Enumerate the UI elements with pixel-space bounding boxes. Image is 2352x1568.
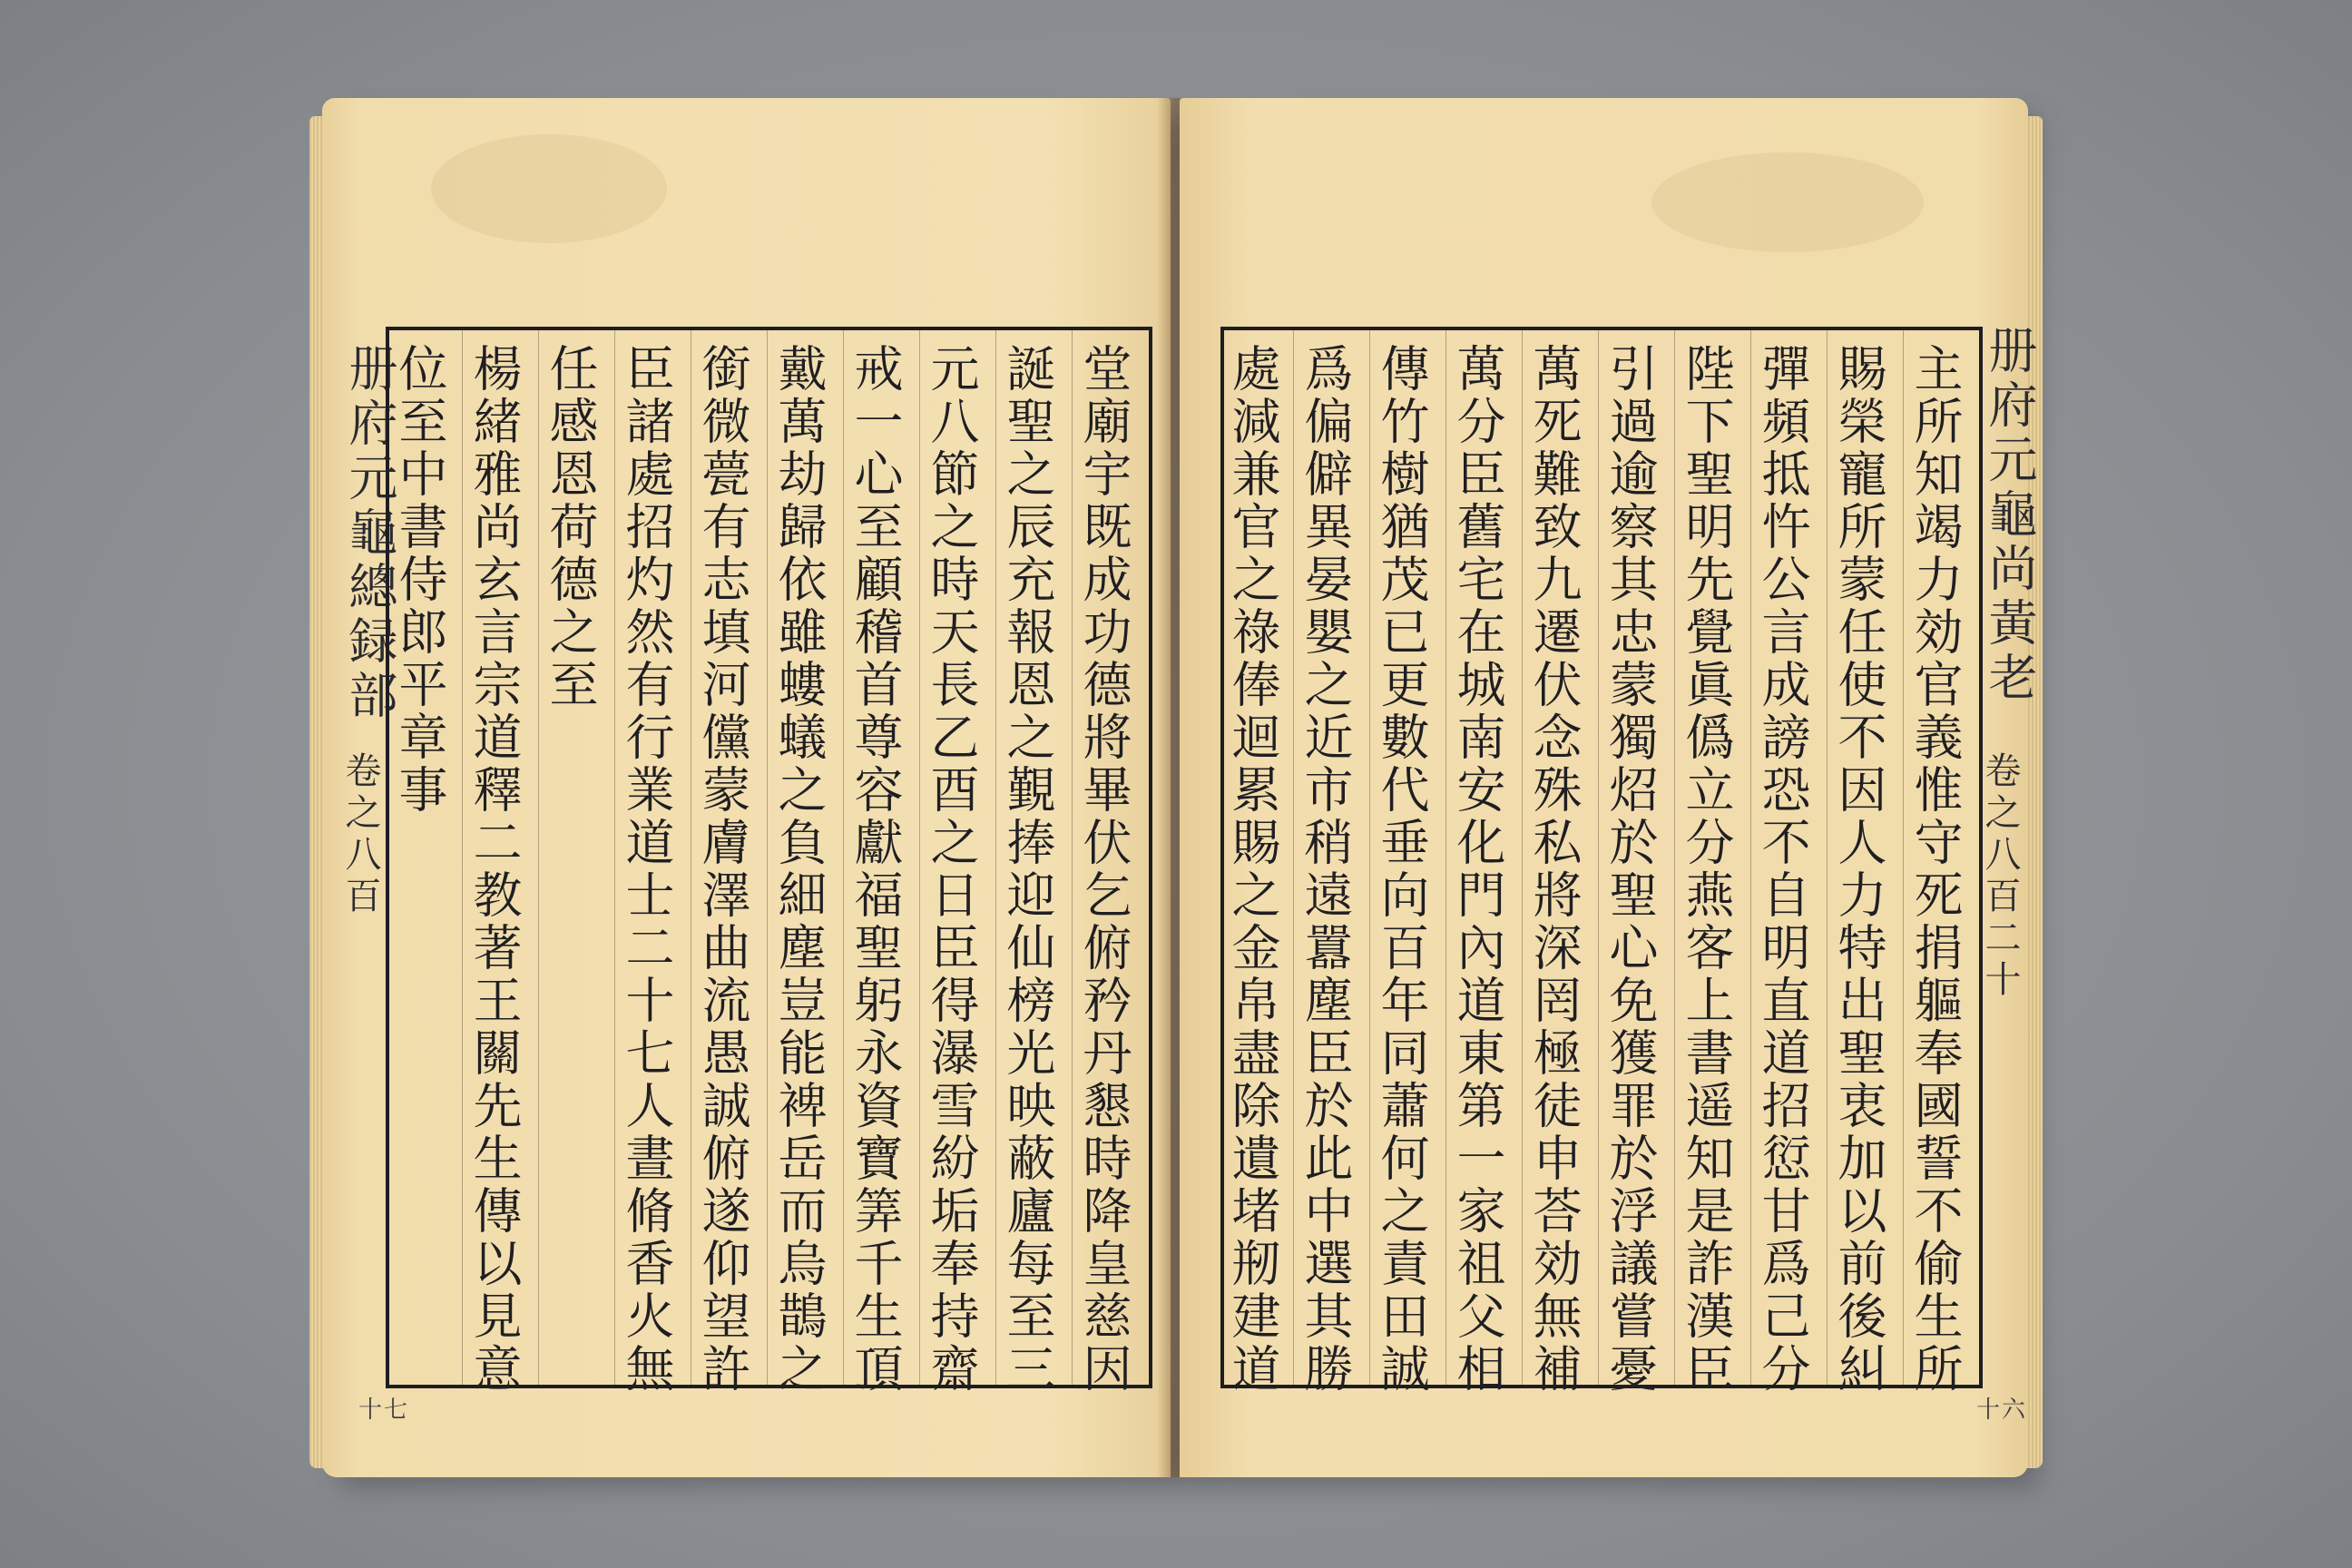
right-text-frame (1220, 327, 1983, 1396)
column-rule (1522, 330, 1523, 1385)
column-rule (614, 330, 615, 1385)
left-text-frame (386, 327, 1152, 1396)
text-column: 彈頻抵忤公言成謗恐不自明直道招愆甘爲己分 (1754, 343, 1811, 1396)
text-column: 元八節之時天長乙酉之日臣得瀑雪紛垢奉持齋 (923, 343, 980, 1396)
left-margin-title: 册府元龜總録部 (341, 343, 398, 724)
text-column: 賜榮寵所蒙任使不因人力特出聖衷加以前後糾 (1830, 343, 1887, 1396)
column-rule (1827, 330, 1828, 1385)
column-rule (1598, 330, 1599, 1385)
text-column: 位至中書侍郎平章事 (391, 343, 448, 817)
text-column: 陛下聖明先覺眞僞立分燕客上書遥知是詐漢臣 (1678, 343, 1735, 1396)
text-column: 銜微甍有志填河儻蒙膚澤曲流愚誠俯遂仰望許 (694, 343, 751, 1396)
text-column: 萬死難致九遷伏念殊私將深罔極徒申荅効無補 (1525, 343, 1583, 1396)
column-rule (1903, 330, 1904, 1385)
right-volume-mark: 卷之八百二十 (1979, 751, 2021, 1002)
column-rule (995, 330, 996, 1385)
text-column: 戒一心至顧稽首尊容獻福聖躬永資寶筭千生頂 (847, 343, 904, 1396)
text-column: 臣諸處招灼然有行業道士二十七人晝脩香火無 (618, 343, 675, 1396)
text-column: 萬分臣舊宅在城南安化門內道東第一家祖父相 (1449, 343, 1506, 1396)
text-column: 引過逾察其忠蒙獨炤於聖心免獲罪於浮議嘗憂 (1602, 343, 1659, 1396)
text-column: 堂廟宇既成功德將畢伏乞俯矜丹懇時降皇慈因 (1075, 343, 1132, 1396)
paper-stain (1651, 152, 1924, 252)
column-rule (843, 330, 844, 1385)
paper-stain (431, 134, 667, 243)
left-folio-number: 十七 (358, 1396, 410, 1424)
open-book (322, 98, 2038, 1477)
left-volume-mark: 卷之八百 (339, 751, 381, 918)
text-column: 主所知竭力効官義惟守死捐軀奉國誓不偷生所 (1906, 343, 1964, 1396)
text-column: 爲偏僻異晏嬰之近市稍遠囂塵臣於此中選其勝 (1297, 343, 1354, 1396)
right-folio-number: 十六 (1976, 1396, 2028, 1424)
column-rule (1674, 330, 1675, 1385)
text-column: 處減兼官之祿俸迴累賜之金帛盡除遺堵剏建道 (1224, 343, 1281, 1396)
text-column: 戴萬劫歸依雖螻蟻之負細塵豈能裨岳而烏鵲之 (770, 343, 828, 1396)
column-rule (538, 330, 539, 1385)
column-rule (1293, 330, 1294, 1385)
right-page (1180, 98, 2038, 1477)
text-column: 任感恩荷德之至 (542, 343, 599, 711)
text-column: 楊緒雅尚玄言宗道釋二教著王關先生傳以見意 (466, 343, 523, 1396)
left-page (322, 98, 1171, 1477)
right-margin-title: 册府元龜尚黃老 (1981, 325, 2038, 706)
column-rule (462, 330, 463, 1385)
column-rule (1369, 330, 1370, 1385)
text-column: 傳竹樹猶茂已更數代垂向百年同蕭何之責田誠 (1373, 343, 1430, 1396)
column-rule (1072, 330, 1073, 1385)
text-column: 誕聖之辰充報恩之覲捧迎仙榜光映蔽廬每至三 (999, 343, 1056, 1396)
column-rule (1750, 330, 1751, 1385)
column-rule (767, 330, 768, 1385)
column-rule (919, 330, 920, 1385)
